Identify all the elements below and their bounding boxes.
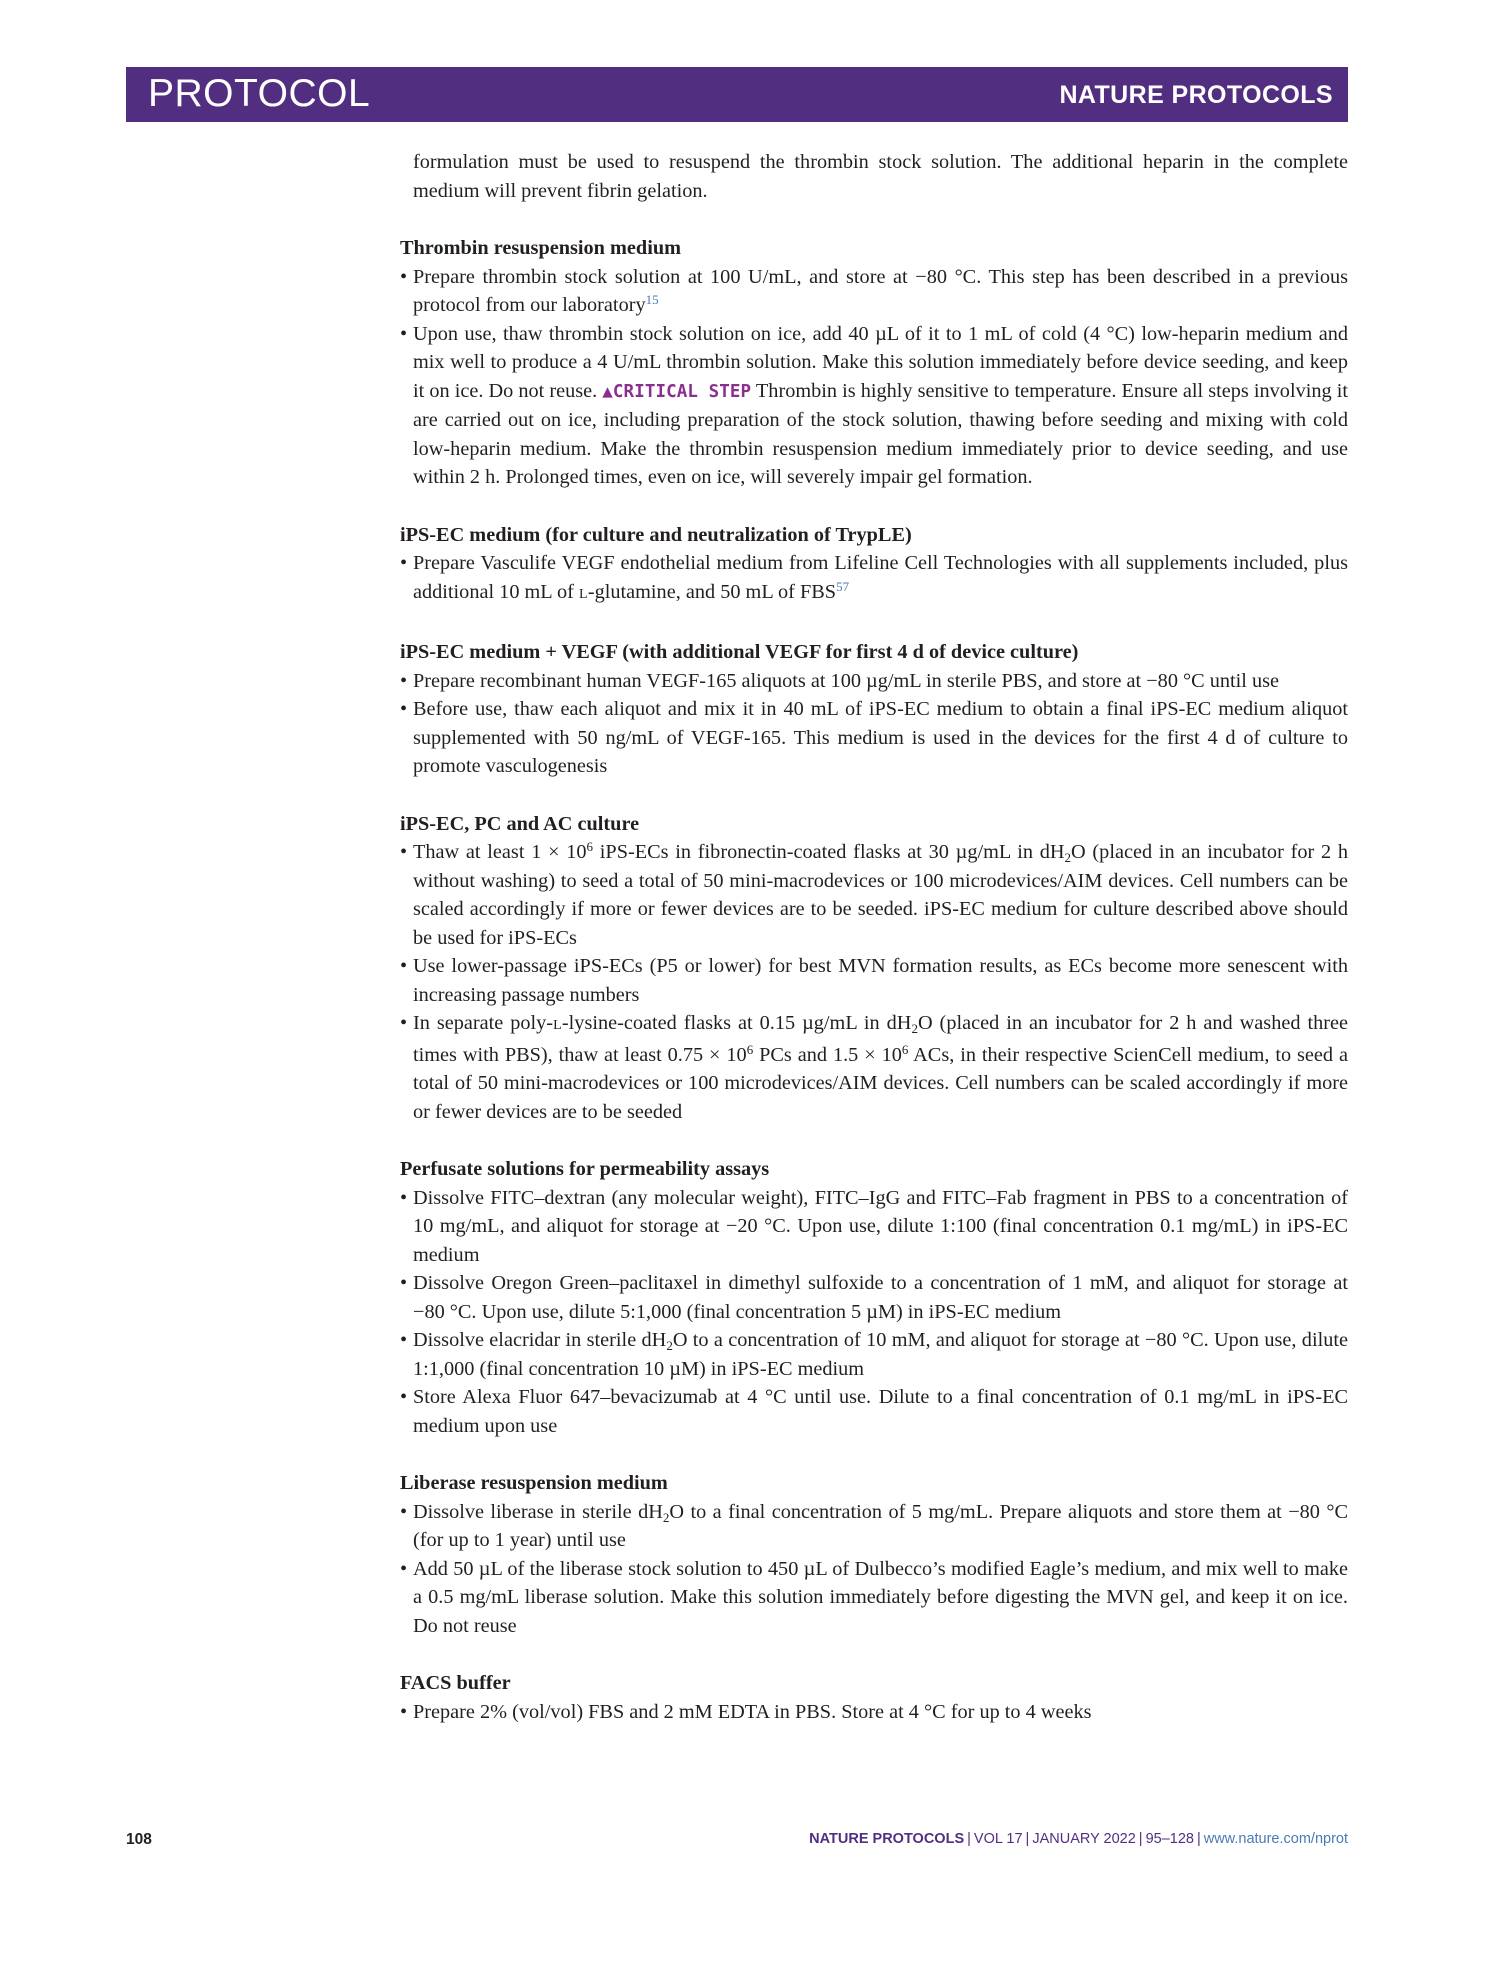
subscript: 2	[662, 1509, 670, 1525]
list-item: • In separate poly-L-lysine-coated flasks at 0.15 µg/mL in $dH_2O$ (placed in an incubator for 2 h and washed three times with PBS), thaw at least $0.75 \times 10^6$ PCs and $1.5 \times 10^6$ ACs, in their respective ScienCell medium, to seed a total of 50 mini-macrodevices or 100 microdevices/AIM devices. Cell numbers can be scaled accordingly if more or fewer devices are to be seeded	[400, 1009, 1348, 1126]
page-number: 108	[126, 1831, 152, 1848]
small-caps-text: L	[578, 586, 588, 602]
list-item: • Add 50 µL of the liberase stock solution to 450 µL of Dulbecco’s modified Eagle’s medium, and mix well to make a 0.5 mg/mL liberase solution. Make this solution immediately before digesting the MVN gel, and keep it on ice. Do not reuse	[400, 1555, 1348, 1641]
section-ipsec-vegf	[400, 638, 1348, 781]
bullet-icon: •	[400, 552, 408, 574]
bullet-list	[400, 1698, 1348, 1727]
footer-separator: |	[967, 1831, 971, 1847]
list-item: • Prepare 2% (vol/vol) FBS and 2 mM EDTA in PBS. Store at 4 °C for up to 4 weeks	[400, 1698, 1348, 1727]
bullet-list	[400, 1498, 1348, 1641]
bullet-list	[400, 549, 1348, 609]
article-type-label: PROTOCOL	[148, 72, 371, 115]
bullet-icon: •	[400, 1500, 408, 1523]
citation-link[interactable]: 57	[836, 578, 850, 594]
section-thrombin	[400, 234, 1348, 492]
list-item: • Prepare recombinant human VEGF-165 aliquots at 100 µg/mL in sterile PBS, and store at −80 °C until use	[400, 667, 1348, 696]
subscript: 2	[666, 1338, 673, 1353]
citation-link[interactable]: 15	[645, 292, 659, 307]
section-liberase	[400, 1469, 1348, 1640]
footer-pages: 95–128	[1145, 1831, 1194, 1847]
list-item: • Dissolve liberase in sterile $dH_2O$ to a final concentration of 5 mg/mL. Prepare aliquots and store them at −80 °C (for up to 1 year) until use	[400, 1498, 1348, 1555]
footer-separator: |	[1138, 1831, 1143, 1847]
footer-separator: |	[1025, 1831, 1030, 1847]
bullet-icon: •	[400, 1386, 408, 1408]
list-item: • Use lower-passage iPS-ECs (P5 or lower) for best MVN formation results, as ECs become more senescent with increasing passage numbers	[400, 952, 1348, 1009]
bullet-icon: •	[400, 1186, 408, 1209]
section-perfusate	[400, 1155, 1348, 1440]
list-item: • Upon use, thaw thrombin stock solution on ice, add 40 µL of it to 1 mL of cold (4 °C) low-heparin medium and mix well to produce a 4 U/mL thrombin solution. Make this solution immediately before device seeding, and keep it on ice. Do not reuse. ▲CRITICAL STEP Thrombin is highly sensitive to temperature. Ensure all steps involving it are carried out on ice, including preparation of the stock solution, thawing before seeding and mixing with cold low-heparin medium. Make the thrombin resuspension medium immediately prior to device seeding, and use within 2 h. Prolonged times, even on ice, will severely impair gel formation.	[400, 320, 1348, 492]
section-facs	[400, 1669, 1348, 1726]
superscript: 6	[901, 1041, 909, 1057]
bullet-icon: •	[400, 265, 408, 288]
footer-date: JANUARY 2022	[1032, 1831, 1136, 1847]
bullet-icon: •	[400, 1700, 408, 1723]
bullet-list	[400, 838, 1348, 1126]
section-title: Perfusate solutions for permeability assays	[400, 1158, 770, 1180]
section-title: Liberase resuspension medium	[400, 1472, 668, 1494]
list-item: • Prepare Vasculife VEGF endothelial medium from Lifeline Cell Technologies with all supplements included, plus additional 10 mL of L-glutamine, and 50 mL of FBS$^{57}$	[400, 549, 1348, 609]
critical-step-label: ▲CRITICAL STEP	[602, 381, 752, 402]
bullet-icon: •	[400, 1012, 408, 1034]
footer-journal: NATURE PROTOCOLS	[809, 1831, 965, 1847]
bullet-icon: •	[400, 698, 408, 720]
section-title: iPS-EC medium (for culture and neutralization of TrypLE)	[400, 523, 912, 546]
footer-url-link[interactable]: www.nature.com/nprot	[1203, 1831, 1348, 1847]
bullet-list	[400, 1184, 1348, 1441]
journal-name: NATURE PROTOCOLS	[1059, 81, 1333, 109]
bullet-icon: •	[400, 669, 408, 692]
list-item: • Before use, thaw each aliquot and mix it in 40 mL of iPS-EC medium to obtain a final iPS-EC medium aliquot supplemented with 50 ng/mL of VEGF-165. This medium is used in the devices for the first 4 d of culture to promote vasculogenesis	[400, 695, 1348, 781]
list-item: • Store Alexa Fluor 647–bevacizumab at 4 °C until use. Dilute to a final concentration of 0.1 mg/mL in iPS-EC medium upon use	[400, 1383, 1348, 1440]
section-title: iPS-EC medium + VEGF (with additional VEGF for first 4 d of device culture)	[400, 641, 1079, 663]
bullet-list	[400, 667, 1348, 781]
superscript: 6	[746, 1041, 754, 1057]
bullet-icon: •	[400, 955, 408, 977]
subscript: 2	[1064, 850, 1072, 865]
list-item: • Dissolve elacridar in sterile $dH_2O$ to a concentration of 10 mM, and aliquot for storage at −80 °C. Upon use, dilute 1:1,000 (final concentration 10 µM) in iPS-EC medium	[400, 1326, 1348, 1383]
small-caps-text: L	[553, 1018, 562, 1033]
list-item: • Dissolve Oregon Green–paclitaxel in dimethyl sulfoxide to a concentration of 1 mM, and aliquot for storage at −80 °C. Upon use, dilute 5:1,000 (final concentration 5 µM) in iPS-EC medium	[400, 1269, 1348, 1326]
bullet-icon: •	[400, 1272, 408, 1294]
bullet-icon: •	[400, 322, 408, 345]
bullet-icon: •	[400, 841, 408, 863]
section-title: Thrombin resuspension medium	[400, 237, 682, 259]
bullet-icon: •	[400, 1329, 408, 1351]
section-culture	[400, 810, 1348, 1127]
list-item: • Dissolve FITC–dextran (any molecular weight), FITC–IgG and FITC–Fab fragment in PBS to a concentration of 10 mg/mL, and aliquot for storage at −20 °C. Upon use, dilute 1:100 (final concentration 0.1 mg/mL) in iPS-EC medium	[400, 1184, 1348, 1270]
header-banner	[126, 67, 1348, 122]
list-item: • Thaw at least $1 \times 10^6$ iPS-ECs in fibronectin-coated flasks at 30 µg/mL in $dH_2O$ (placed in an incubator for 2 h without washing) to seed a total of 50 mini-macrodevices or 100 microdevices/AIM devices. Cell numbers can be scaled accordingly if more or fewer devices are to be seeded. iPS-EC medium for culture described above should be used for iPS-ECs	[400, 839, 1348, 949]
bullet-list	[400, 263, 1348, 492]
bullet-icon: •	[400, 1557, 408, 1580]
subscript: 2	[911, 1021, 918, 1036]
continuation-paragraph: formulation must be used to resuspend the thrombin stock solution. The additional heparin in the complete medium will prevent fibrin gelation.	[413, 151, 1348, 202]
footer-volume: VOL 17	[973, 1831, 1023, 1847]
section-title: FACS buffer	[400, 1672, 511, 1694]
superscript: 6	[586, 839, 594, 854]
list-item: • Prepare thrombin stock solution at 100 U/mL, and store at −80 °C. This step has been described in a previous protocol from our laboratory$^{15}$	[400, 263, 1348, 320]
footer-separator: |	[1196, 1831, 1201, 1847]
footer-citation	[809, 1831, 1348, 1847]
section-title: iPS-EC, PC and AC culture	[400, 812, 640, 835]
main-text	[400, 148, 1348, 1726]
section-ipsec-medium	[400, 521, 1348, 610]
